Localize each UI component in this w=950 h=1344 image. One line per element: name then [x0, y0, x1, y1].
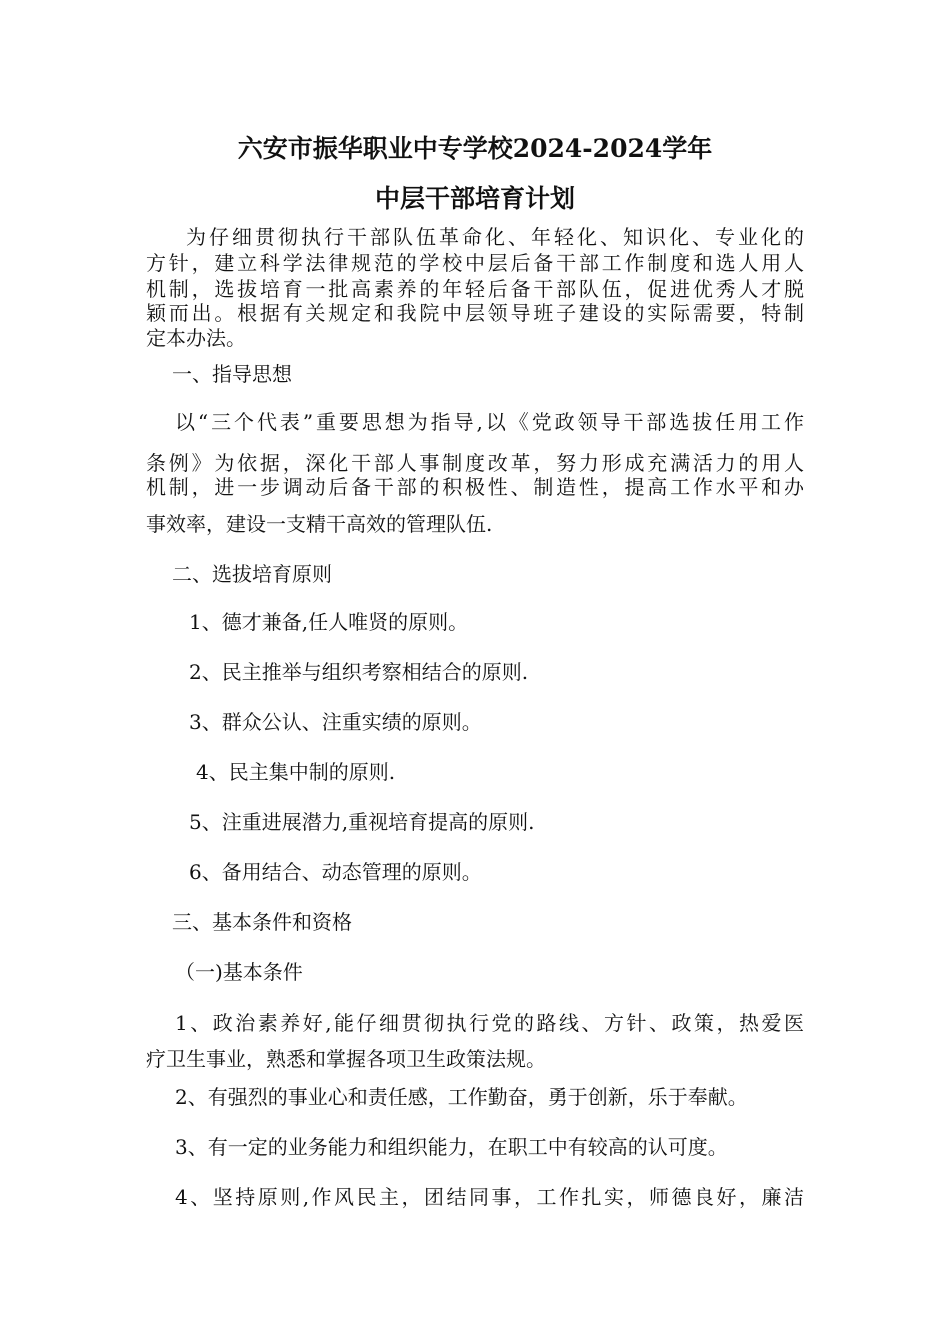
principle-item: 1、德才兼备,任人唯贤的原则。	[189, 610, 469, 634]
principle-item: 2、民主推举与组织考察相结合的原则.	[189, 660, 529, 684]
section-paragraph-line: 条例》为依据，深化干部人事制度改革，努力形成充满活力的用人	[146, 451, 804, 475]
section-paragraph-line: 机制，进一步调动后备干部的积极性、制造性，提高工作水平和办	[146, 475, 804, 499]
principle-item: 4、民主集中制的原则.	[196, 760, 396, 784]
condition-line: 3、有一定的业务能力和组织能力，在职工中有较高的认可度。	[175, 1135, 728, 1159]
intro-line: 为仔细贯彻执行干部队伍革命化、年轻化、知识化、专业化的	[186, 225, 804, 249]
intro-line: 机制，选拔培育一批高素养的年轻后备干部队伍，促进优秀人才脱	[146, 277, 804, 301]
principle-item: 6、备用结合、动态管理的原则。	[189, 860, 482, 884]
section-heading: 一、指导思想	[172, 362, 292, 386]
principle-item: 5、注重进展潜力,重视培育提高的原则.	[189, 810, 535, 834]
document-title-line-2: 中层干部培育计划	[374, 184, 575, 213]
document-title-line-1: 六安市振华职业中专学校2024-2024学年	[237, 134, 713, 163]
section-heading: 三、基本条件和资格	[172, 910, 352, 934]
subsection-heading: （一)基本条件	[175, 960, 303, 984]
intro-line: 颖而出。根据有关规定和我院中层领导班子建设的实际需要，特制	[146, 301, 804, 325]
section-paragraph-line: 以“三个代表”重要思想为指导,以《党政领导干部选拔任用工作	[175, 410, 804, 434]
condition-line: 4、坚持原则,作风民主，团结同事，工作扎实，师德良好，廉洁	[175, 1185, 804, 1209]
section-paragraph-line: 事效率，建设一支精干高效的管理队伍.	[146, 512, 493, 536]
section-heading: 二、选拔培育原则	[172, 562, 332, 586]
condition-line: 疗卫生事业，熟悉和掌握各项卫生政策法规。	[146, 1047, 546, 1071]
principle-item: 3、群众公认、注重实绩的原则。	[189, 710, 482, 734]
condition-line: 1、政治素养好,能仔细贯彻执行党的路线、方针、政策，热爱医	[175, 1011, 804, 1035]
intro-line: 定本办法。	[146, 326, 246, 350]
intro-line: 方针，建立科学法律规范的学校中层后备干部工作制度和选人用人	[146, 251, 804, 275]
condition-line: 2、有强烈的事业心和责任感，工作勤奋，勇于创新，乐于奉献。	[175, 1085, 748, 1109]
